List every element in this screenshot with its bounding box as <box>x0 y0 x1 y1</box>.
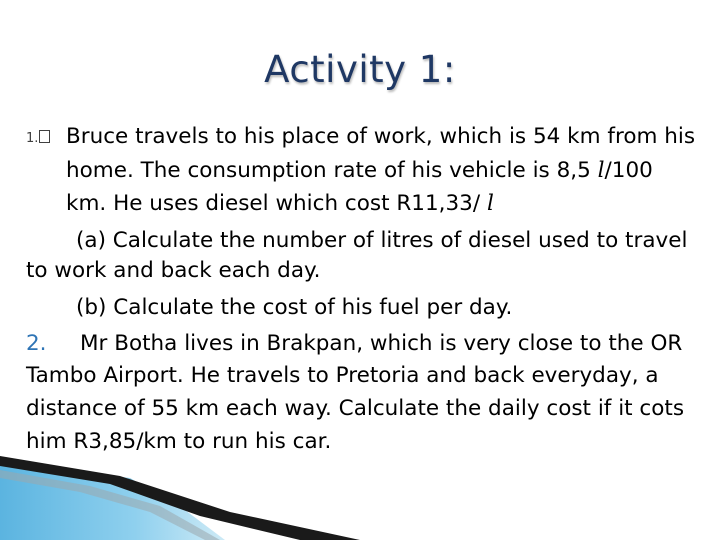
item-1-line-2-text: home. The consumption rate of his vehicle is 8,5 <box>66 158 598 183</box>
slide-title: Activity 1: <box>264 48 456 91</box>
item-1-line-3-text: km. He uses diesel which cost R11,33/ <box>66 191 487 216</box>
item-1-line-2-rate: /100 <box>604 158 653 183</box>
litre-symbol: l <box>597 158 605 183</box>
item-2-line-3: distance of 55 km each way. Calculate the daily cost if it cots <box>26 396 685 421</box>
part-b-line: (b) Calculate the cost of his fuel per day. <box>76 295 513 320</box>
item-2-line-1: Mr Botha lives in Brakpan, which is very close to the OR <box>80 331 683 356</box>
item-1-number: 1. <box>26 131 39 146</box>
part-a-line-2: to work and back each day. <box>26 258 321 283</box>
litre-symbol-2: l <box>486 191 494 216</box>
item-1-line-1: Bruce travels to his place of work, which is 54 km from his <box>66 124 696 149</box>
item-2-number: 2. <box>26 331 47 356</box>
item-2-line-4: him R3,85/km to run his car. <box>26 429 332 454</box>
item-2-line-2: Tambo Airport. He travels to Pretoria and back everyday, a <box>26 363 659 388</box>
part-a-line-1: (a) Calculate the number of litres of diesel used to travel <box>76 228 688 253</box>
